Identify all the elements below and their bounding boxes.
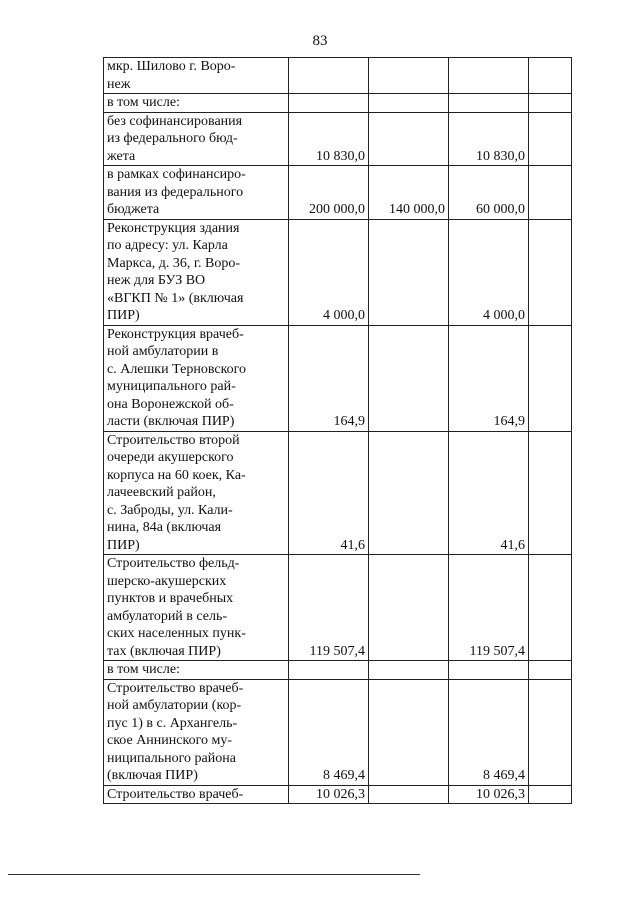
row-label-line: Строительство второй: [107, 432, 240, 448]
row-label-line: ское Аннинского му-: [107, 733, 232, 748]
value-cell-c2: 140 000,0: [369, 166, 449, 220]
value-cell-c4: [529, 219, 572, 325]
row-label-line: с. Алешки Терновского: [107, 361, 247, 377]
table-row: [104, 785, 572, 804]
value-cell-c1: 200 000,0: [289, 166, 369, 220]
row-label-line: в том числе:: [107, 662, 180, 677]
row-label-line: ПИР): [107, 308, 140, 323]
row-label-line: Строительство фельд-: [107, 556, 240, 571]
table-row: [104, 166, 572, 220]
row-label-line: ной амбулатории в: [107, 344, 219, 359]
value-cell-c3: 10 026,3: [449, 785, 529, 804]
value-cell-c1: 10 026,3: [289, 785, 369, 804]
row-label-line: в том числе:: [107, 95, 180, 110]
row-label-line: (включая ПИР): [107, 768, 198, 783]
row-label-line: Строительство врачеб-: [107, 786, 244, 802]
row-label-line: очереди акушерского: [107, 450, 234, 465]
value-cell-c2: [369, 94, 449, 113]
value-cell-c2: [369, 112, 449, 166]
value-cell-c2: [369, 679, 449, 785]
row-label-line: неж: [107, 76, 131, 92]
value-cell-c4: [529, 661, 572, 680]
value-cell-c3: [449, 58, 529, 94]
row-label-line: Реконструкция врачеб-: [107, 326, 244, 342]
value-cell-c2: [369, 431, 449, 555]
value-cell-c1: 10 830,0: [289, 112, 369, 166]
row-label-line: она Воронежской об-: [107, 396, 234, 412]
value-cell-c3: [449, 661, 529, 680]
row-label-line: муниципального рай-: [107, 379, 236, 394]
footer-rule: [8, 874, 420, 875]
row-label-line: тах (включая ПИР): [107, 643, 221, 659]
value-cell-c1: [289, 58, 369, 94]
value-cell-c4: [529, 325, 572, 431]
row-label-line: из федерального бюд-: [107, 131, 238, 146]
row-label-line: Строительство врачеб-: [107, 680, 244, 696]
value-cell-c2: [369, 325, 449, 431]
row-label-line: по адресу: ул. Карла: [107, 238, 228, 253]
page-number: 83: [312, 33, 328, 49]
table-row: [104, 431, 572, 555]
row-label-line: пунктов и врачебных: [107, 591, 234, 606]
row-label-line: шерско-акушерских: [107, 573, 227, 589]
row-label-cell: [104, 94, 289, 113]
row-label-cell: [104, 112, 289, 166]
row-label-line: пус 1) в с. Архангель-: [107, 715, 238, 731]
value-cell-c4: [529, 785, 572, 804]
row-label-line: «ВГКП № 1» (включая: [107, 290, 244, 306]
row-label-line: вания из федерального: [107, 184, 244, 200]
row-label-line: с. Заброды, ул. Кали-: [107, 502, 233, 518]
row-label-line: Реконструкция здания: [107, 220, 240, 236]
value-cell-c1: 4 000,0: [289, 219, 369, 325]
row-label-cell: [104, 325, 289, 431]
row-label-cell: [104, 166, 289, 220]
row-label-line: ских населенных пунк-: [107, 626, 246, 641]
row-label-line: в рамках софинансиро-: [107, 167, 246, 182]
value-cell-c1: 8 469,4: [289, 679, 369, 785]
row-label-line: неж для БУЗ ВО: [107, 273, 206, 288]
budget-table-body: [104, 58, 572, 804]
value-cell-c3: 4 000,0: [449, 219, 529, 325]
value-cell-c1: 164,9: [289, 325, 369, 431]
row-label-cell: [104, 219, 289, 325]
value-cell-c2: [369, 785, 449, 804]
value-cell-c4: [529, 94, 572, 113]
row-label-line: мкр. Шилово г. Воро-: [107, 59, 236, 74]
value-cell-c1: [289, 661, 369, 680]
table-row: [104, 555, 572, 661]
row-label-line: ПИР): [107, 537, 140, 553]
row-label-cell: [104, 58, 289, 94]
row-label-cell: [104, 679, 289, 785]
value-cell-c3: [449, 94, 529, 113]
row-label-cell: [104, 785, 289, 804]
table-row: [104, 679, 572, 785]
value-cell-c2: [369, 58, 449, 94]
value-cell-c4: [529, 679, 572, 785]
value-cell-c2: [369, 661, 449, 680]
row-label-cell: [104, 661, 289, 680]
table-row: [104, 661, 572, 680]
row-label-line: жета: [107, 148, 136, 164]
row-label-line: нина, 84а (включая: [107, 520, 222, 535]
value-cell-c4: [529, 166, 572, 220]
value-cell-c1: 41,6: [289, 431, 369, 555]
value-cell-c4: [529, 58, 572, 94]
row-label-cell: [104, 431, 289, 555]
row-label-line: бюджета: [107, 202, 160, 217]
value-cell-c3: 60 000,0: [449, 166, 529, 220]
value-cell-c1: [289, 94, 369, 113]
value-cell-c1: 119 507,4: [289, 555, 369, 661]
value-cell-c3: 8 469,4: [449, 679, 529, 785]
value-cell-c3: 164,9: [449, 325, 529, 431]
value-cell-c3: 10 830,0: [449, 112, 529, 166]
value-cell-c2: [369, 219, 449, 325]
value-cell-c3: 41,6: [449, 431, 529, 555]
row-label-cell: [104, 555, 289, 661]
table-row: [104, 58, 572, 94]
row-label-line: без софинансирования: [107, 113, 243, 129]
table-row: [104, 94, 572, 113]
row-label-line: корпуса на 60 коек, Ка-: [107, 467, 246, 483]
row-label-line: лачеевский район,: [107, 485, 216, 500]
row-label-line: ниципального района: [107, 750, 236, 766]
row-label-line: ласти (включая ПИР): [107, 414, 235, 429]
value-cell-c3: 119 507,4: [449, 555, 529, 661]
row-label-line: амбулаторий в сель-: [107, 608, 228, 624]
value-cell-c2: [369, 555, 449, 661]
row-label-line: ной амбулатории (кор-: [107, 698, 242, 713]
budget-table: [103, 57, 572, 804]
table-row: [104, 325, 572, 431]
value-cell-c4: [529, 555, 572, 661]
table-row: [104, 219, 572, 325]
value-cell-c4: [529, 431, 572, 555]
row-label-line: Маркса, д. 36, г. Воро-: [107, 255, 240, 271]
value-cell-c4: [529, 112, 572, 166]
table-row: [104, 112, 572, 166]
